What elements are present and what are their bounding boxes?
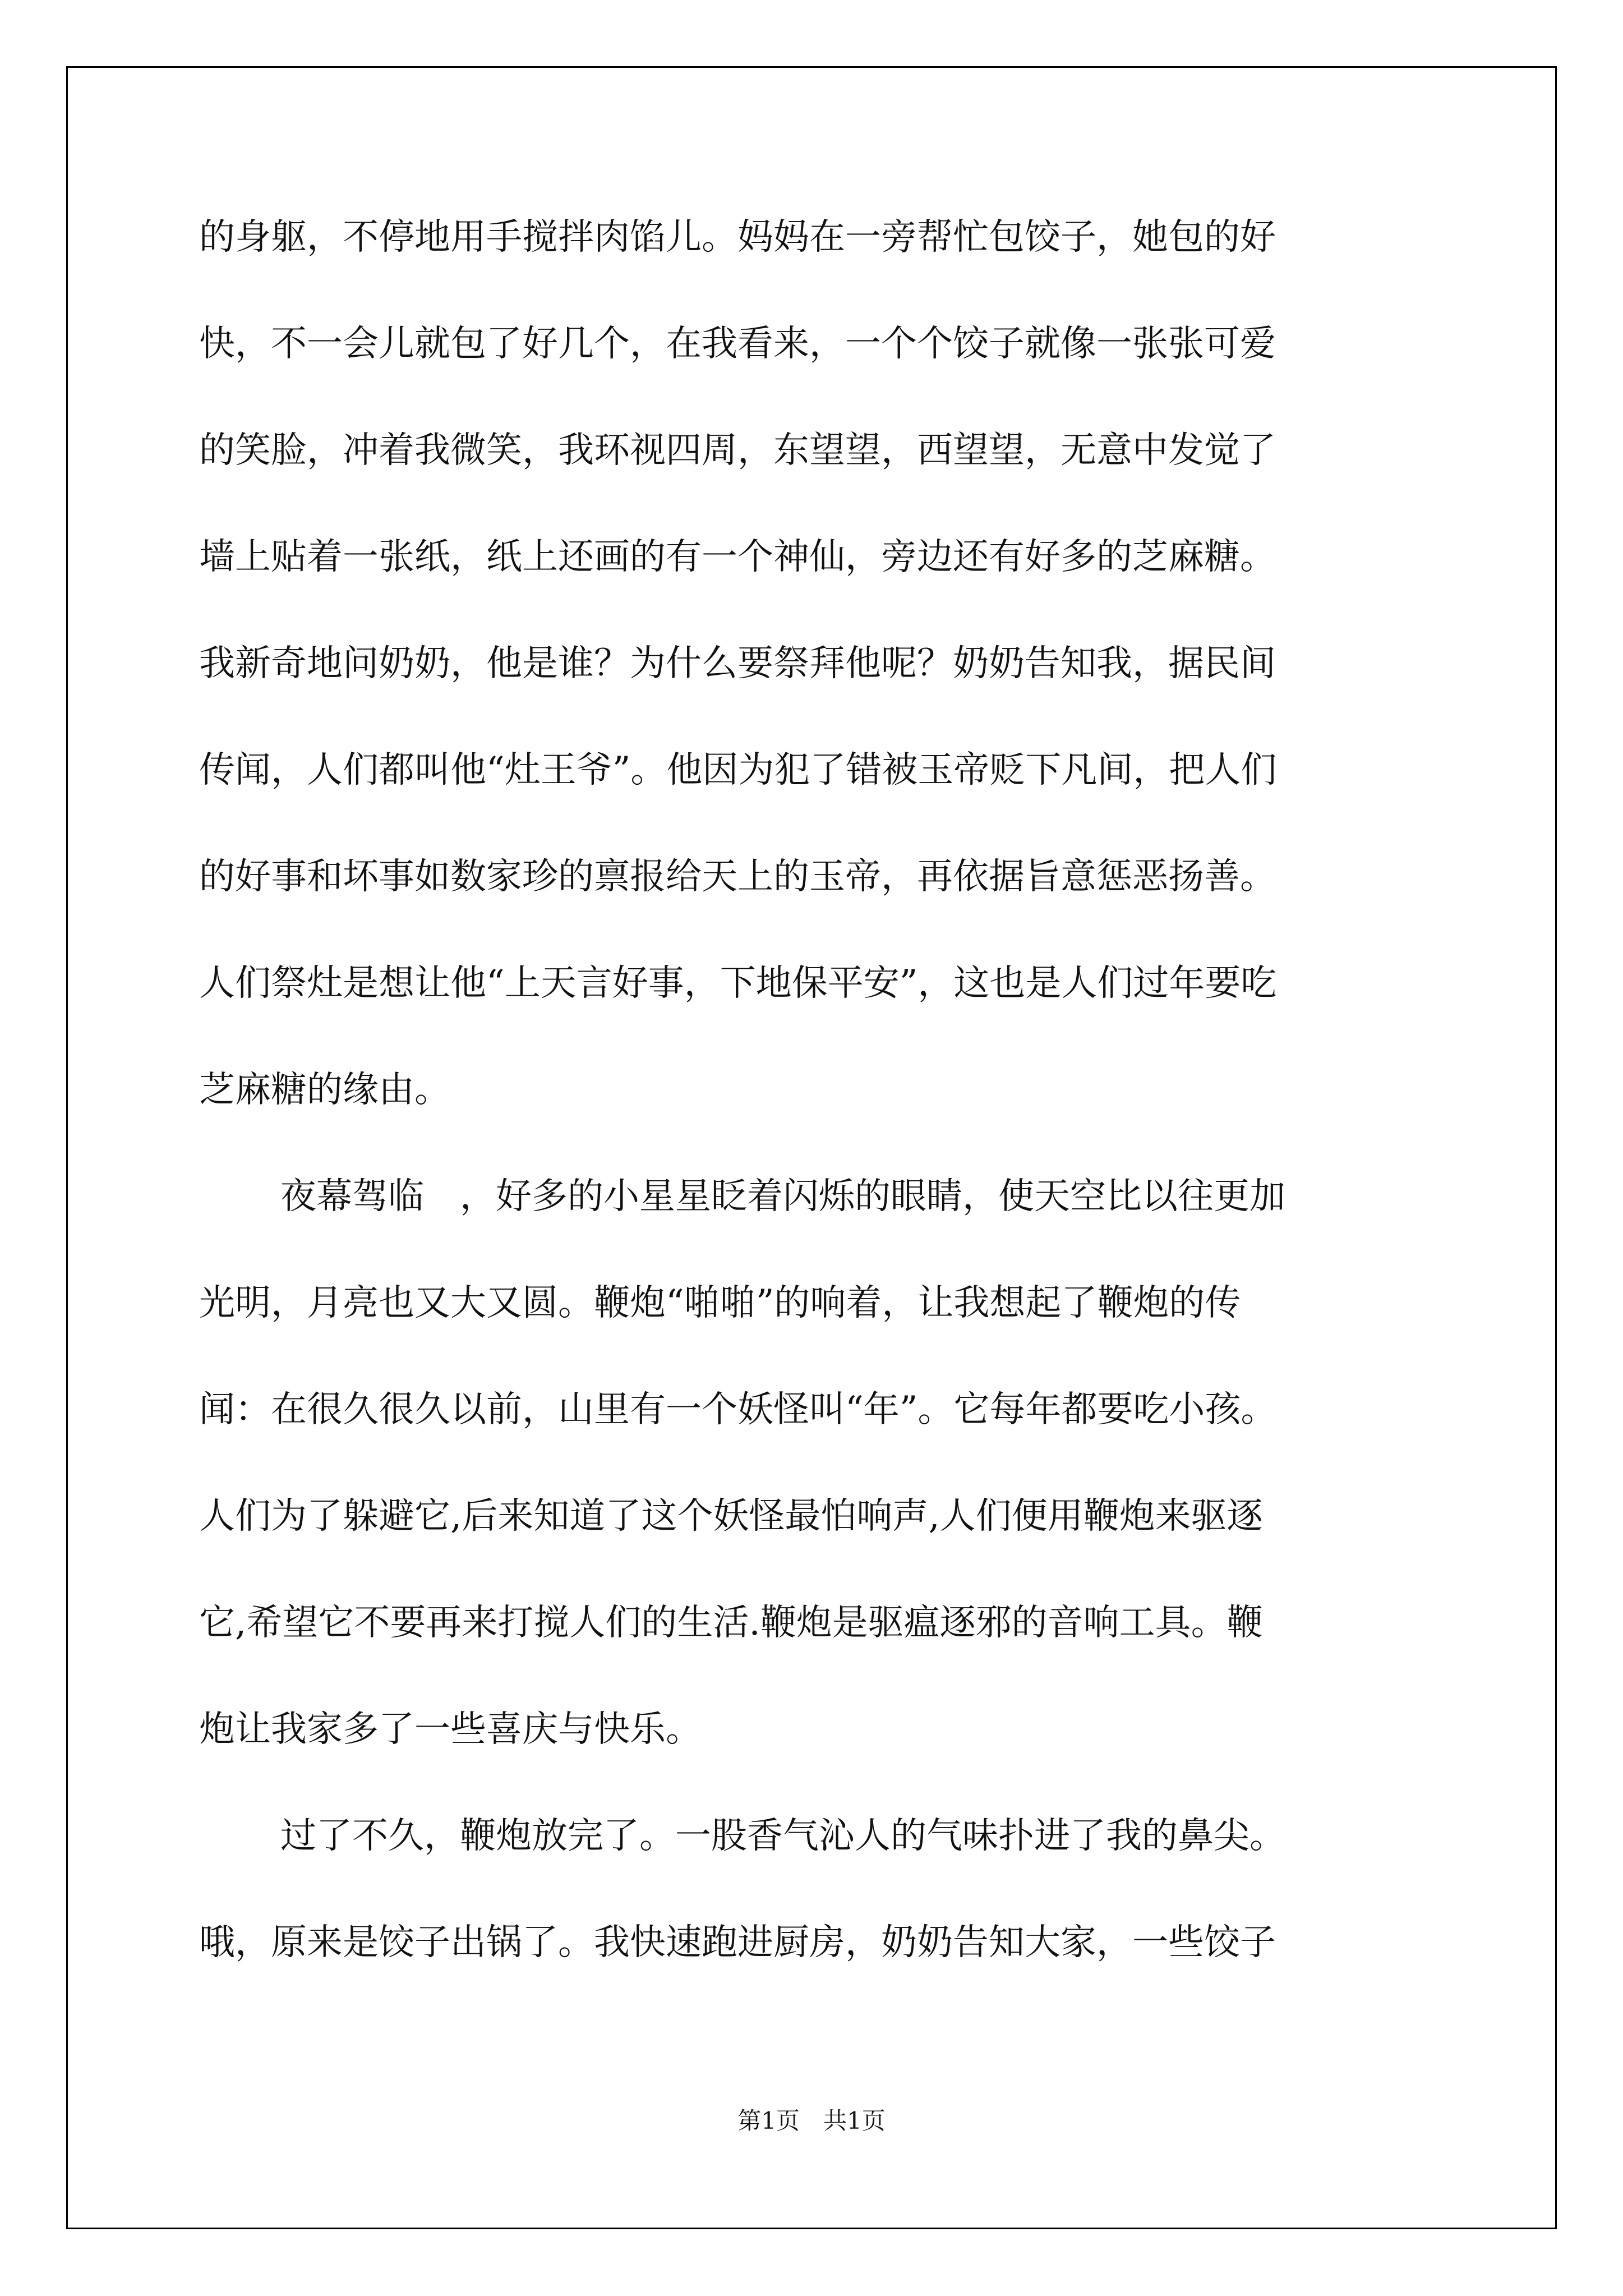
text-line — [199, 531, 1430, 637]
line-text: 芝麻糖的缘由。 — [199, 1069, 450, 1111]
text-line — [199, 318, 1430, 424]
document-body — [199, 211, 1430, 2023]
text-line — [199, 1916, 1430, 2023]
line-text: 夜幕驾临 ，好多的小星星眨着闪烁的眼睛，使天空比以往更加 — [280, 1176, 1285, 1217]
text-line — [199, 1596, 1430, 1703]
line-text: 炮让我家多了一些喜庆与快乐。 — [199, 1709, 702, 1750]
page-number-total: 共1页 — [823, 2107, 886, 2134]
text-line — [199, 744, 1430, 850]
page-number-current: 第1页 — [737, 2107, 800, 2134]
line-text: 光明，月亮也又大又圆。鞭炮“啪啪”的响着，让我想起了鞭炮的传 — [199, 1282, 1241, 1324]
line-text: 我新奇地问奶奶，他是谁？为什么要祭拜他呢？奶奶告知我，据民间 — [199, 643, 1276, 684]
line-text: 闻：在很久很久以前，山里有一个妖怪叫“年”。它每年都要吃小孩。 — [199, 1389, 1277, 1430]
text-line — [199, 1064, 1430, 1170]
text-line — [199, 1703, 1430, 1810]
line-text: 过了不久，鞭炮放完了。一股香气沁人的气味扑进了我的鼻尖。 — [280, 1815, 1285, 1857]
text-line — [199, 957, 1430, 1064]
line-text: 的身躯，不停地用手搅拌肉馅儿。妈妈在一旁帮忙包饺子，她包的好 — [199, 217, 1276, 258]
line-text: 哦，原来是饺子出锅了。我快速跑进厨房，奶奶告知大家，一些饺子 — [199, 1922, 1276, 1963]
line-text: 人们为了躲避它,后来知道了这个妖怪最怕响声,人们便用鞭炮来驱逐 — [199, 1496, 1263, 1537]
text-line — [199, 850, 1430, 957]
text-line — [199, 424, 1430, 531]
text-line — [199, 1277, 1430, 1383]
text-line — [199, 211, 1430, 318]
line-text: 人们祭灶是想让他“上天言好事，下地保平安”，这也是人们过年要吃 — [199, 963, 1277, 1004]
line-text: 的笑脸，冲着我微笑，我环视四周，东望望，西望望，无意中发觉了 — [199, 430, 1276, 471]
text-line — [199, 1170, 1430, 1277]
line-text: 墙上贴着一张纸，纸上还画的有一个神仙，旁边还有好多的芝麻糖。 — [199, 536, 1276, 578]
line-text: 传闻，人们都叫他“灶王爷”。他因为犯了错被玉帝贬下凡间，把人们 — [199, 749, 1277, 791]
line-text: 的好事和坏事如数家珍的禀报给天上的玉帝，再依据旨意惩恶扬善。 — [199, 856, 1276, 898]
page-footer — [0, 2102, 1623, 2136]
text-line — [199, 1383, 1430, 1490]
line-text: 它,希望它不要再来打搅人们的生活.鞭炮是驱瘟逐邪的音响工具。鞭 — [199, 1602, 1263, 1644]
text-line — [199, 1810, 1430, 1916]
text-line — [199, 1490, 1430, 1596]
text-line — [199, 637, 1430, 744]
line-text: 快，不一会儿就包了好几个，在我看来，一个个饺子就像一张张可爱 — [199, 323, 1276, 365]
